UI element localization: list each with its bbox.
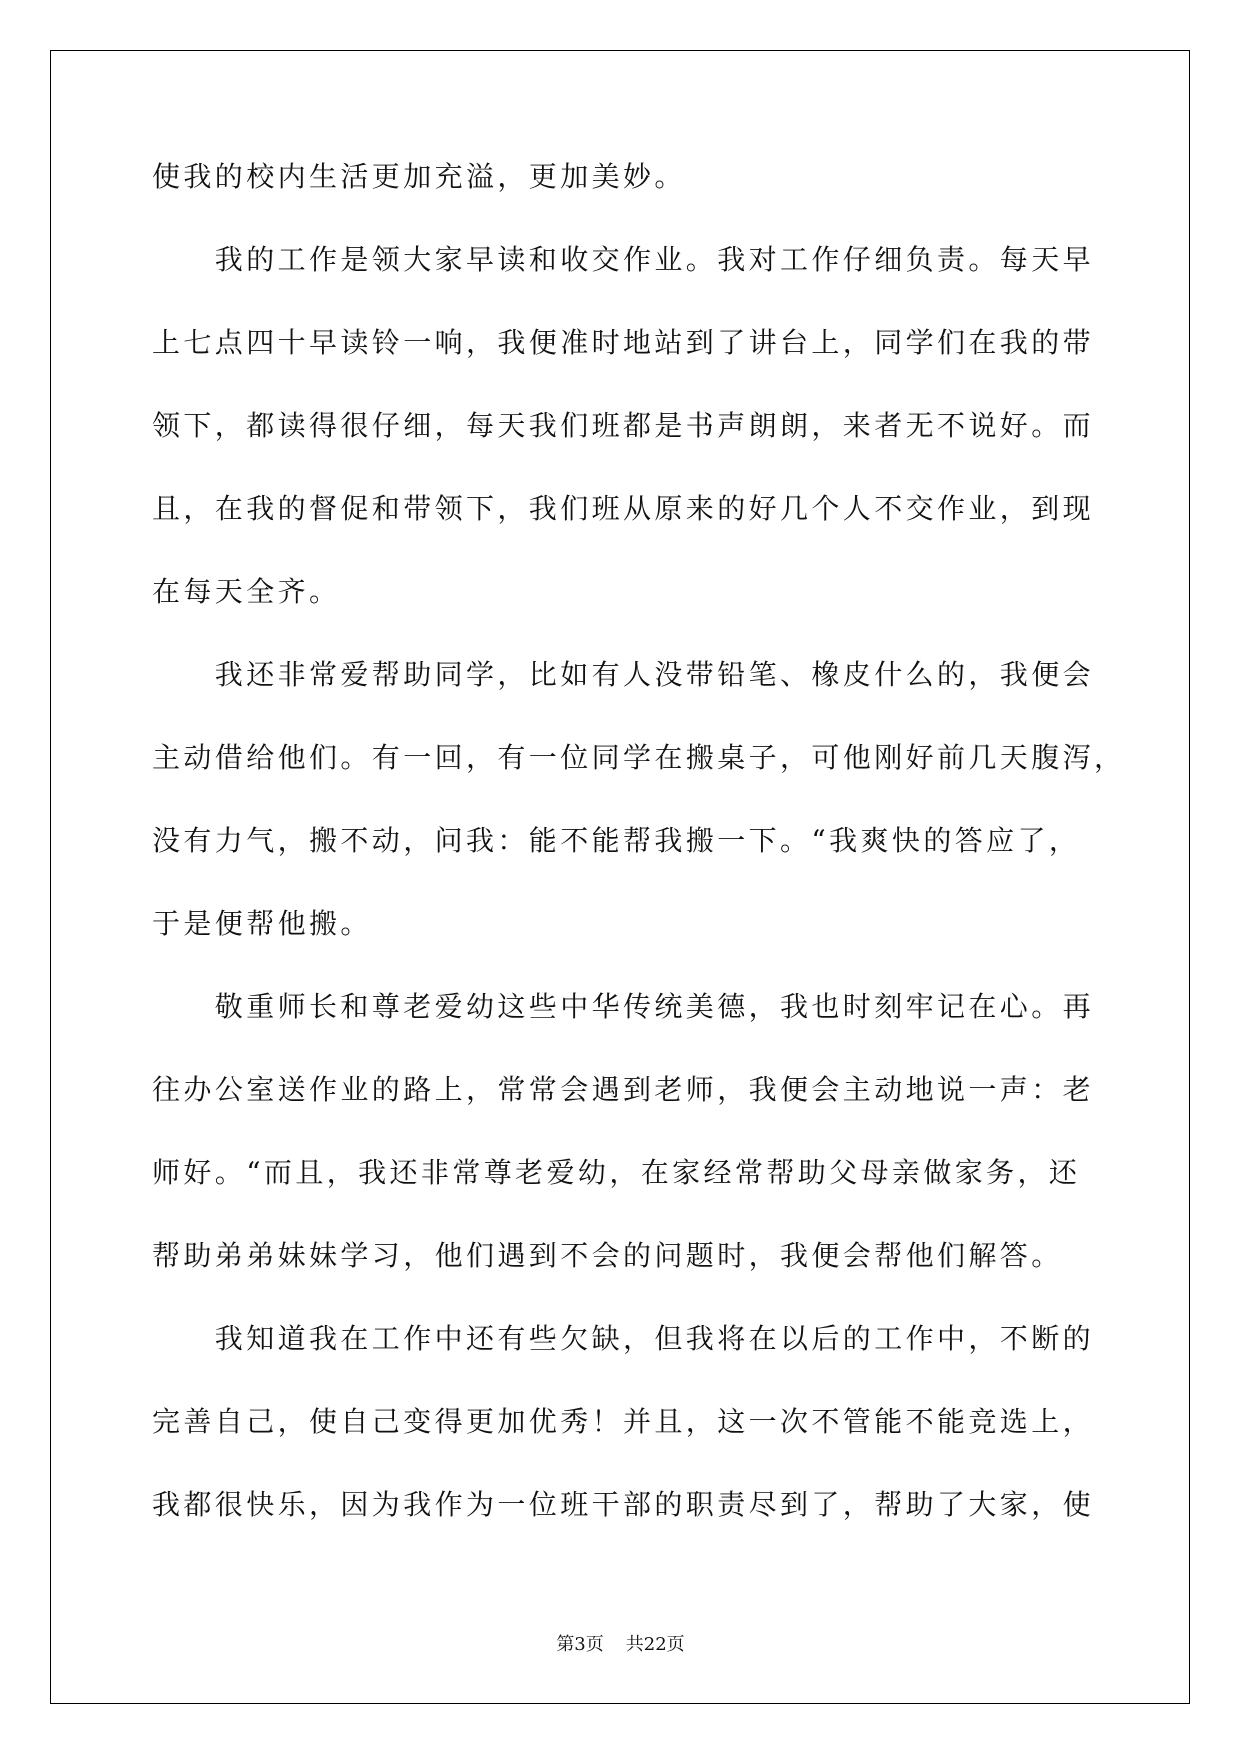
- text-line: 上七点四十早读铃一响，我便准时地站到了讲台上，同学们在我的带: [152, 326, 1095, 359]
- page-total: 共22页: [625, 1634, 685, 1655]
- text-line: 我知道我在工作中还有些欠缺，但我将在以后的工作中，不断的: [152, 1322, 1095, 1355]
- document-body: [152, 160, 1126, 1571]
- text-line: 帮助弟弟妹妹学习，他们遇到不会的问题时，我便会帮他们解答。: [152, 1239, 1063, 1272]
- text-line: 于是便帮他搬。: [152, 907, 372, 940]
- text-line: 往办公室送作业的路上，常常会遇到老师，我便会主动地说一声：老: [152, 1073, 1095, 1106]
- text-line: 完善自己，使自己变得更加优秀！并且，这一次不管能不能竞选上，: [152, 1405, 1095, 1438]
- text-line: 我的工作是领大家早读和收交作业。我对工作仔细负责。每天早: [152, 243, 1095, 276]
- page-footer: [0, 1634, 1241, 1656]
- text-line: 在每天全齐。: [152, 575, 341, 608]
- text-line: 我还非常爱帮助同学，比如有人没带铅笔、橡皮什么的，我便会: [152, 658, 1095, 691]
- text-line: 使我的校内生活更加充溢，更加美妙。: [152, 160, 686, 193]
- text-line: 没有力气，搬不动，问我：能不能帮我搬一下。“我爽快的答应了，: [152, 824, 1081, 857]
- text-line: 师好。“而且，我还非常尊老爱幼，在家经常帮助父母亲做家务，还: [152, 1156, 1081, 1189]
- text-line: 且，在我的督促和带领下，我们班从原来的好几个人不交作业，到现: [152, 492, 1095, 525]
- text-line: 敬重师长和尊老爱幼这些中华传统美德，我也时刻牢记在心。再: [152, 990, 1095, 1023]
- text-line: 我都很快乐，因为我作为一位班干部的职责尽到了，帮助了大家，使: [152, 1488, 1095, 1521]
- text-line: 主动借给他们。有一回，有一位同学在搬桌子，可他刚好前几天腹泻，: [152, 741, 1126, 774]
- page-number: 第3页: [556, 1634, 604, 1655]
- text-line: 领下，都读得很仔细，每天我们班都是书声朗朗，来者无不说好。而: [152, 409, 1095, 442]
